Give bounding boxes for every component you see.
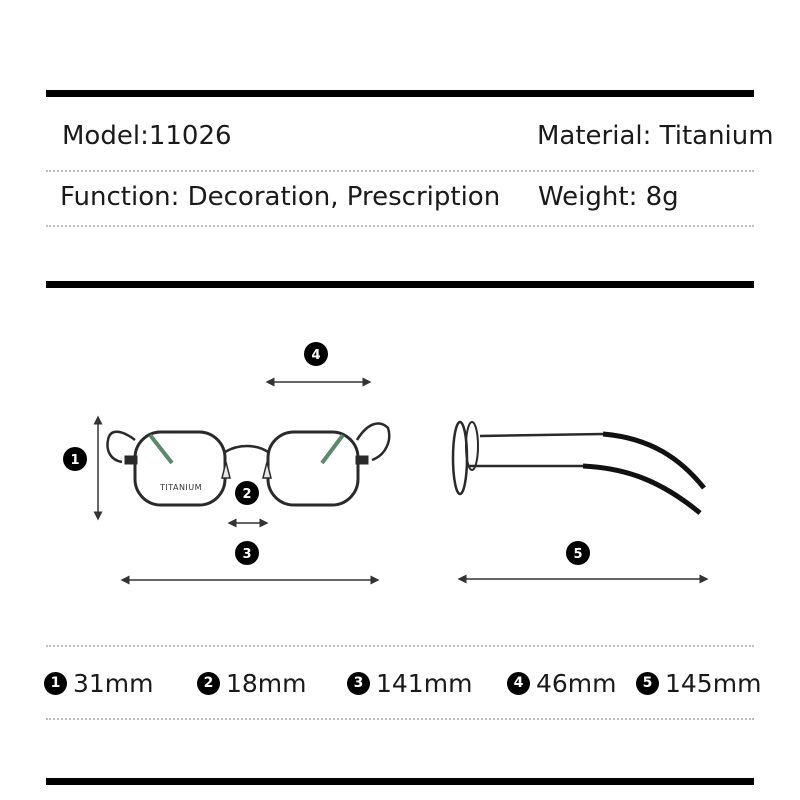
measurement-value: 141mm (376, 668, 473, 698)
section-rule (46, 281, 754, 288)
marker-2-badge: 2 (197, 672, 220, 695)
top-rule (46, 90, 754, 97)
measurement-temple-length (636, 668, 761, 698)
measurement-value: 31mm (73, 668, 154, 698)
measure-divider-bottom (46, 718, 754, 720)
svg-text:2: 2 (242, 487, 252, 502)
svg-text:4: 4 (311, 348, 321, 363)
measurement-value: 145mm (665, 668, 762, 698)
material-spec: Material: Titanium (537, 121, 774, 151)
marker-4-badge: 4 (507, 672, 530, 695)
frame-imprint: TITANIUM (159, 483, 203, 492)
marker-3-badge: 3 (347, 672, 370, 695)
spec-divider-2 (46, 225, 754, 227)
spec-divider-1 (46, 170, 754, 172)
bottom-rule (46, 778, 754, 785)
function-spec: Function: Decoration, Prescription (60, 182, 501, 212)
measurement-lens-width (507, 668, 617, 698)
glasses-dimension-diagram (0, 300, 800, 620)
measurement-bridge (197, 668, 307, 698)
measurement-value: 18mm (226, 668, 307, 698)
measurement-value: 46mm (536, 668, 617, 698)
diagram-marker-1 (63, 447, 87, 471)
svg-text:5: 5 (573, 547, 583, 562)
measure-divider-top (46, 645, 754, 647)
marker-5-badge: 5 (636, 672, 659, 695)
svg-text:3: 3 (242, 547, 252, 562)
side-view-glasses (453, 422, 704, 513)
weight-spec: Weight: 8g (538, 182, 679, 212)
measurement-lens-height (44, 668, 154, 698)
marker-1-badge: 1 (44, 672, 67, 695)
svg-text:1: 1 (70, 453, 80, 468)
diagram-marker-3 (235, 541, 259, 565)
measurement-frame-width (347, 668, 472, 698)
diagram-marker-5 (566, 541, 590, 565)
model-spec: Model:11026 (62, 121, 232, 151)
diagram-marker-2 (235, 481, 259, 505)
diagram-marker-4 (304, 342, 328, 366)
